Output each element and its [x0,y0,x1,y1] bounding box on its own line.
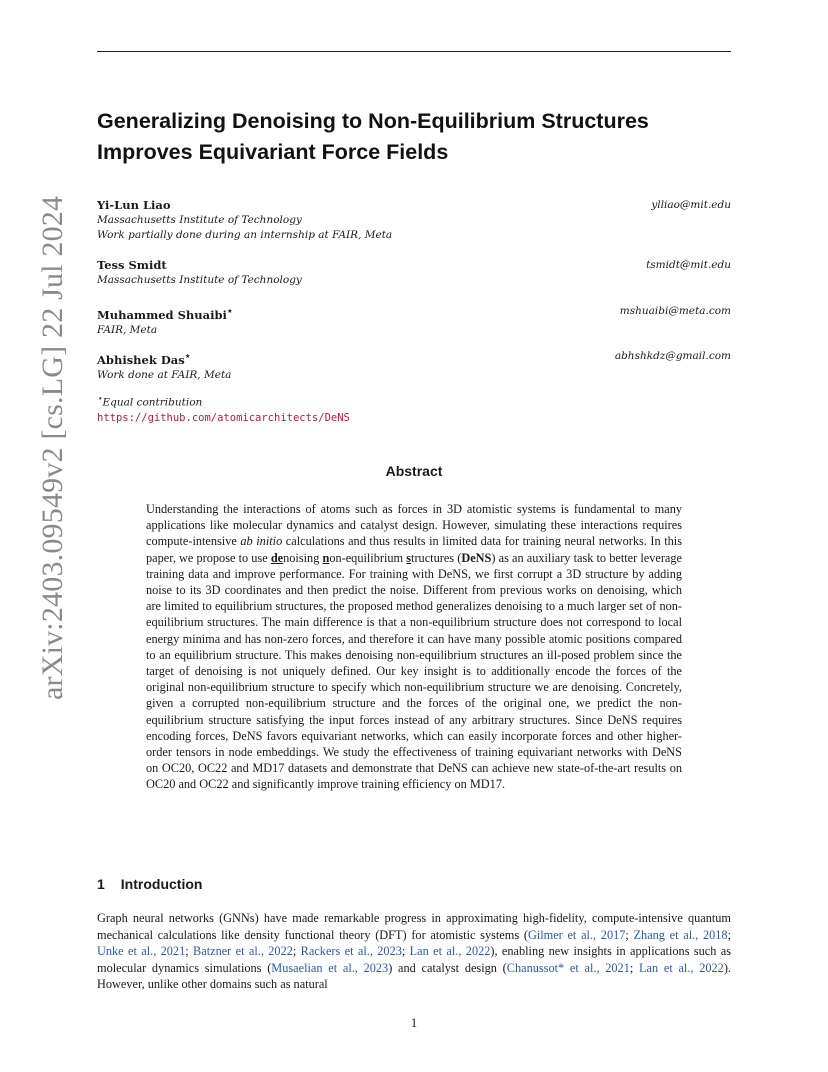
author-block [97,258,731,288]
citation-link[interactable]: Batzner et al., 2022 [193,944,293,959]
author-name: Yi-Lun Liao [97,198,171,212]
citation-link[interactable]: Musaelian et al., 2023 [271,960,389,975]
author-name: Abhishek Das [97,352,185,367]
equal-mark: ⋆ [97,394,103,404]
author-affiliation: Work done at FAIR, Meta [97,368,232,381]
equal-mark: ⋆ [226,306,233,317]
author-email: mshuaibi@meta.com [619,305,731,317]
author-name: Muhammed Shuaibi [97,307,227,322]
abstract-heading: Abstract [385,463,443,479]
citation-link[interactable]: Unke et al., 2021 [97,944,186,959]
author-block [97,349,731,383]
title-line-1: Generalizing Denoising to Non-Equilibrium Structures [97,109,649,133]
citation-link[interactable]: Lan et al., 2022 [409,944,491,959]
author-block [97,304,731,338]
author-email: abhshkdz@gmail.com [614,350,731,362]
author-affiliation: FAIR, Meta [97,323,158,336]
citation-link[interactable]: Chanussot* et al., 2021 [506,960,630,975]
author-name: Tess Smidt [97,258,167,272]
citation-link[interactable]: Lan et al., 2022 [639,960,724,975]
arxiv-stamp: arXiv:2403.09549v2 [cs.LG] 22 Jul 2024 [36,195,69,700]
section-title: Introduction [120,876,203,892]
author-affiliation: Massachusetts Institute of Technology [97,274,302,286]
introduction-text: Graph neural networks (GNNs) have made remarkable progress in approximating high-fidelity, compute-intensive quantum mechanical calculations like density functional theory (DFT) for atomistic systems (Gilmer et al., 2017; Zhang et al., 2018; Unke et al., 2021; Batzner et al., 2022; Rackers et al., 2023; Lan et al., 2022), enabling new insights in applications such as molecular dynamics simulations (Musaelian et al., 2023) and catalyst design (Chanussot* et al., 2021; Lan et al., 2022). However, unlike other domains such as natural [97,911,731,992]
page-number: 1 [410,1016,418,1030]
section-number: 1 [97,876,105,892]
abstract-text: Understanding the interactions of atoms such as forces in 3D atomistic systems is fundamental to many applications like molecular dynamics and catalyst design. However, simulating these interactions requires compute-intensive ab initio calculations and thus results in limited data for training neural networks. In this paper, we propose to use denoising non-equilibrium structures (DeNS) as an auxiliary task to better leverage training data and improve performance. For training with DeNS, we first corrupt a 3D structure by adding noise to its 3D coordinates and then predict the noise. Different from previous works on denoising, which are limited to equilibrium structures, the proposed method generalizes denoising to a much larger set of non-equilibrium structures. The main difference is that a non-equilibrium structure does not correspond to local energy minima and has non-zero forces, and therefore it can have many possible atomic positions compared to an equilibrium structure. This makes denoising non-equilibrium structures an ill-posed problem since the target of denoising is not uniquely defined. Our key insight is to additionally encode the forces of the original non-equilibrium structure to specify which non-equilibrium structure we are denoising. Concretely, given a corrupted non-equilibrium structure and the forces of the original one, we predict the non-equilibrium structure satisfying the input forces instead of any arbitrary structures. Since DeNS requires encoding forces, DeNS favors equivariant networks, which can easily incorporate forces and other higher-order tensors in node embeddings. We study the effectiveness of training equivariant networks with DeNS on OC20, OC22 and MD17 datasets and demonstrate that DeNS can achieve new state-of-the-art results on OC20 and OC22 and significantly improve training efficiency on MD17. [146,502,682,792]
paper-title [97,106,737,168]
citation-link[interactable]: Rackers et al., 2023 [300,944,402,959]
author-block [97,198,731,243]
title-line-2: Improves Equivariant Force Fields [97,140,449,164]
equal-contribution-note: ⋆Equal contribution [97,394,203,409]
equal-mark: ⋆ [184,351,191,362]
citation-link[interactable]: Zhang et al., 2018 [633,927,728,942]
citation-link[interactable]: Gilmer et al., 2017 [527,927,626,942]
author-affiliation: Work partially done during an internship at FAIR, Meta [97,229,393,241]
author-email: tsmidt@mit.edu [646,259,731,271]
repo-link[interactable]: https://github.com/atomicarchitects/DeNS [97,412,350,424]
section-heading [97,876,202,892]
author-email: ylliao@mit.edu [651,199,731,211]
author-affiliation: Massachusetts Institute of Technology [97,214,302,226]
top-rule [97,51,731,52]
